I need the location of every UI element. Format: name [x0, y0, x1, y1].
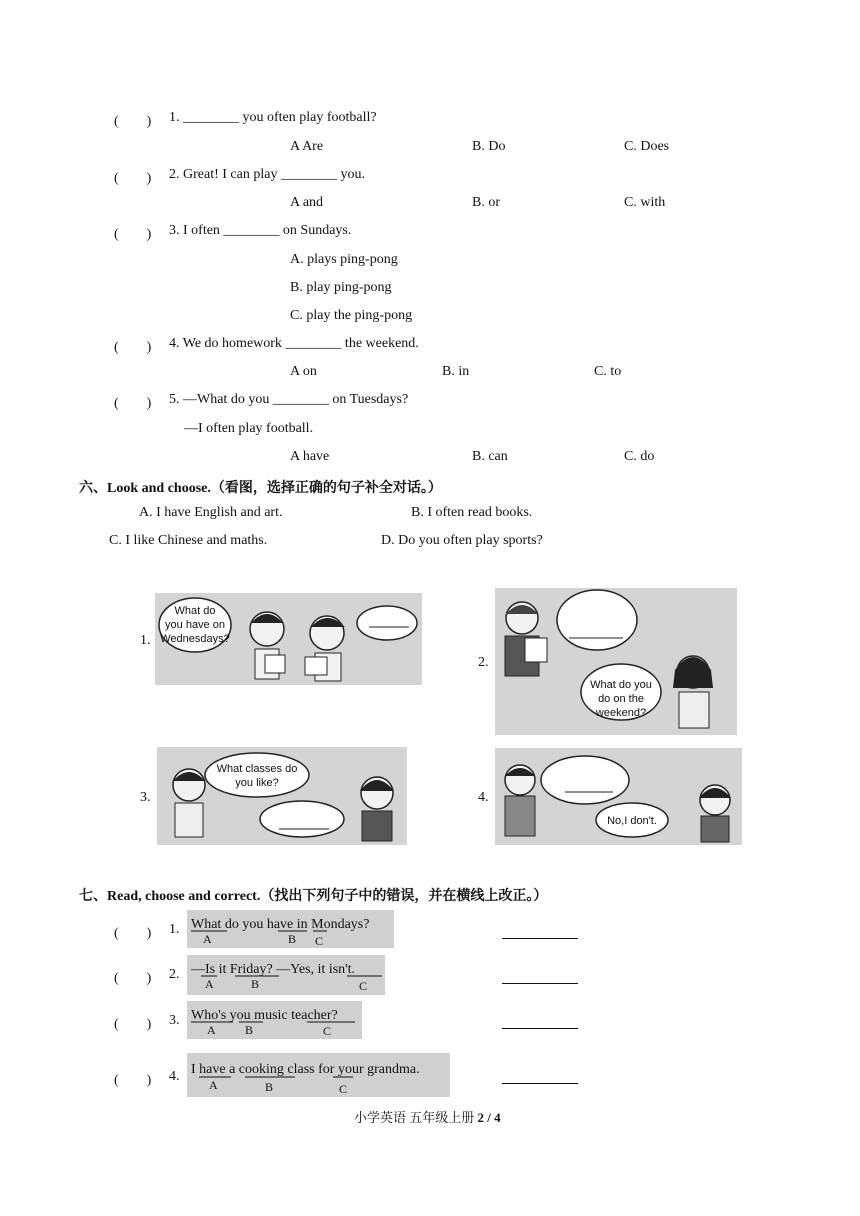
- picture-number: 2.: [478, 655, 489, 670]
- sentence-2-image: [187, 955, 385, 995]
- option-a: A have: [290, 449, 330, 464]
- correction-line[interactable]: [502, 938, 578, 939]
- underline-letter: C: [359, 979, 368, 993]
- bubble-line: No,I don't.: [607, 815, 657, 827]
- question-stem-reply: —I often play football.: [184, 421, 314, 436]
- sentence-3-image: [187, 1001, 362, 1039]
- answer-paren: ( ): [114, 971, 152, 986]
- option-c: C. do: [624, 449, 655, 464]
- picture-4-illustration: [495, 748, 742, 845]
- choice-b: B. I often read books.: [411, 505, 533, 520]
- question-stem: 5. —What do you ________ on Tuesdays?: [169, 392, 409, 407]
- footer-label: 小学英语 五年级上册: [354, 1110, 475, 1125]
- answer-paren: ( ): [114, 1017, 152, 1032]
- bubble-line: What do: [174, 605, 216, 617]
- answer-paren: ( ): [114, 926, 152, 941]
- bubble-line: Wednesdays?: [160, 633, 230, 645]
- sentence-text: Who's you music teacher?: [191, 1008, 338, 1023]
- option-b: B. can: [472, 449, 508, 464]
- answer-paren: ( ): [114, 114, 152, 129]
- page-footer: [354, 1107, 501, 1126]
- correction-line[interactable]: [502, 1028, 578, 1029]
- underline-letter: B: [245, 1023, 254, 1037]
- picture-1-illustration: [155, 593, 422, 685]
- question-stem: 2. Great! I can play ________ you.: [169, 167, 365, 182]
- option-b: B. in: [442, 364, 470, 379]
- section-6-heading: 六、Look and choose.（看图，选择正确的句子补全对话。）: [79, 481, 442, 496]
- question-stem: 1. ________ you often play football?: [169, 110, 377, 125]
- underline-letter: C: [339, 1082, 348, 1096]
- option-b: B. play ping-pong: [290, 280, 392, 295]
- answer-paren: ( ): [114, 227, 152, 242]
- underline-letter: A: [209, 1078, 218, 1092]
- bubble-line: do on the: [598, 693, 644, 705]
- sentence-1-image: [187, 910, 394, 948]
- bubble-line: you like?: [235, 777, 279, 789]
- option-a: A on: [290, 364, 317, 379]
- option-c: C. play the ping-pong: [290, 308, 413, 323]
- section-7-heading: 七、Read, choose and correct.（找出下列句子中的错误，并在横线上改正。）: [79, 889, 548, 904]
- option-c: C. to: [594, 364, 622, 379]
- option-a: A. plays ping-pong: [290, 252, 398, 267]
- picture-3-illustration: [157, 747, 407, 845]
- option-c: C. with: [624, 195, 666, 210]
- sentence-text: What do you have in Mondays?: [191, 917, 370, 932]
- picture-number: 4.: [478, 790, 489, 805]
- correction-line[interactable]: [502, 983, 578, 984]
- choice-c: C. I like Chinese and maths.: [109, 533, 268, 548]
- correction-line[interactable]: [502, 1083, 578, 1084]
- underline-letter: A: [203, 932, 212, 946]
- sentence-text: I have a cooking class for your grandma.: [191, 1062, 420, 1077]
- underline-letter: C: [315, 934, 324, 948]
- sentence-text: —Is it Friday? —Yes, it isn't.: [191, 962, 356, 977]
- option-a: A and: [290, 195, 324, 210]
- item-number: 1.: [169, 922, 180, 937]
- bubble-line: What classes do: [216, 763, 298, 775]
- picture-number: 3.: [140, 790, 151, 805]
- page-number: 2 / 4: [477, 1110, 501, 1125]
- answer-paren: ( ): [114, 396, 152, 411]
- underline-letter: B: [265, 1080, 274, 1094]
- picture-2-illustration: [495, 588, 737, 735]
- option-a: A Are: [290, 139, 324, 154]
- choice-a: A. I have English and art.: [139, 505, 283, 520]
- sentence-4-image: [187, 1053, 450, 1097]
- answer-paren: ( ): [114, 171, 152, 186]
- item-number: 3.: [169, 1013, 180, 1028]
- option-b: B. or: [472, 195, 500, 210]
- option-c: C. Does: [624, 139, 670, 154]
- answer-paren: ( ): [114, 1073, 152, 1088]
- question-stem: 3. I often ________ on Sundays.: [169, 223, 352, 238]
- underline-letter: A: [205, 977, 214, 991]
- question-stem: 4. We do homework ________ the weekend.: [169, 336, 419, 351]
- item-number: 2.: [169, 967, 180, 982]
- underline-letter: B: [288, 932, 297, 946]
- choice-d: D. Do you often play sports?: [381, 533, 543, 548]
- bubble-line: you have on: [165, 619, 225, 631]
- bubble-line: weekend?: [595, 707, 647, 719]
- item-number: 4.: [169, 1069, 180, 1084]
- bubble-line: What do you: [590, 679, 652, 691]
- underline-letter: B: [251, 977, 260, 991]
- picture-number: 1.: [140, 633, 151, 648]
- underline-letter: C: [323, 1024, 332, 1038]
- answer-paren: ( ): [114, 340, 152, 355]
- underline-letter: A: [207, 1023, 216, 1037]
- option-b: B. Do: [472, 139, 506, 154]
